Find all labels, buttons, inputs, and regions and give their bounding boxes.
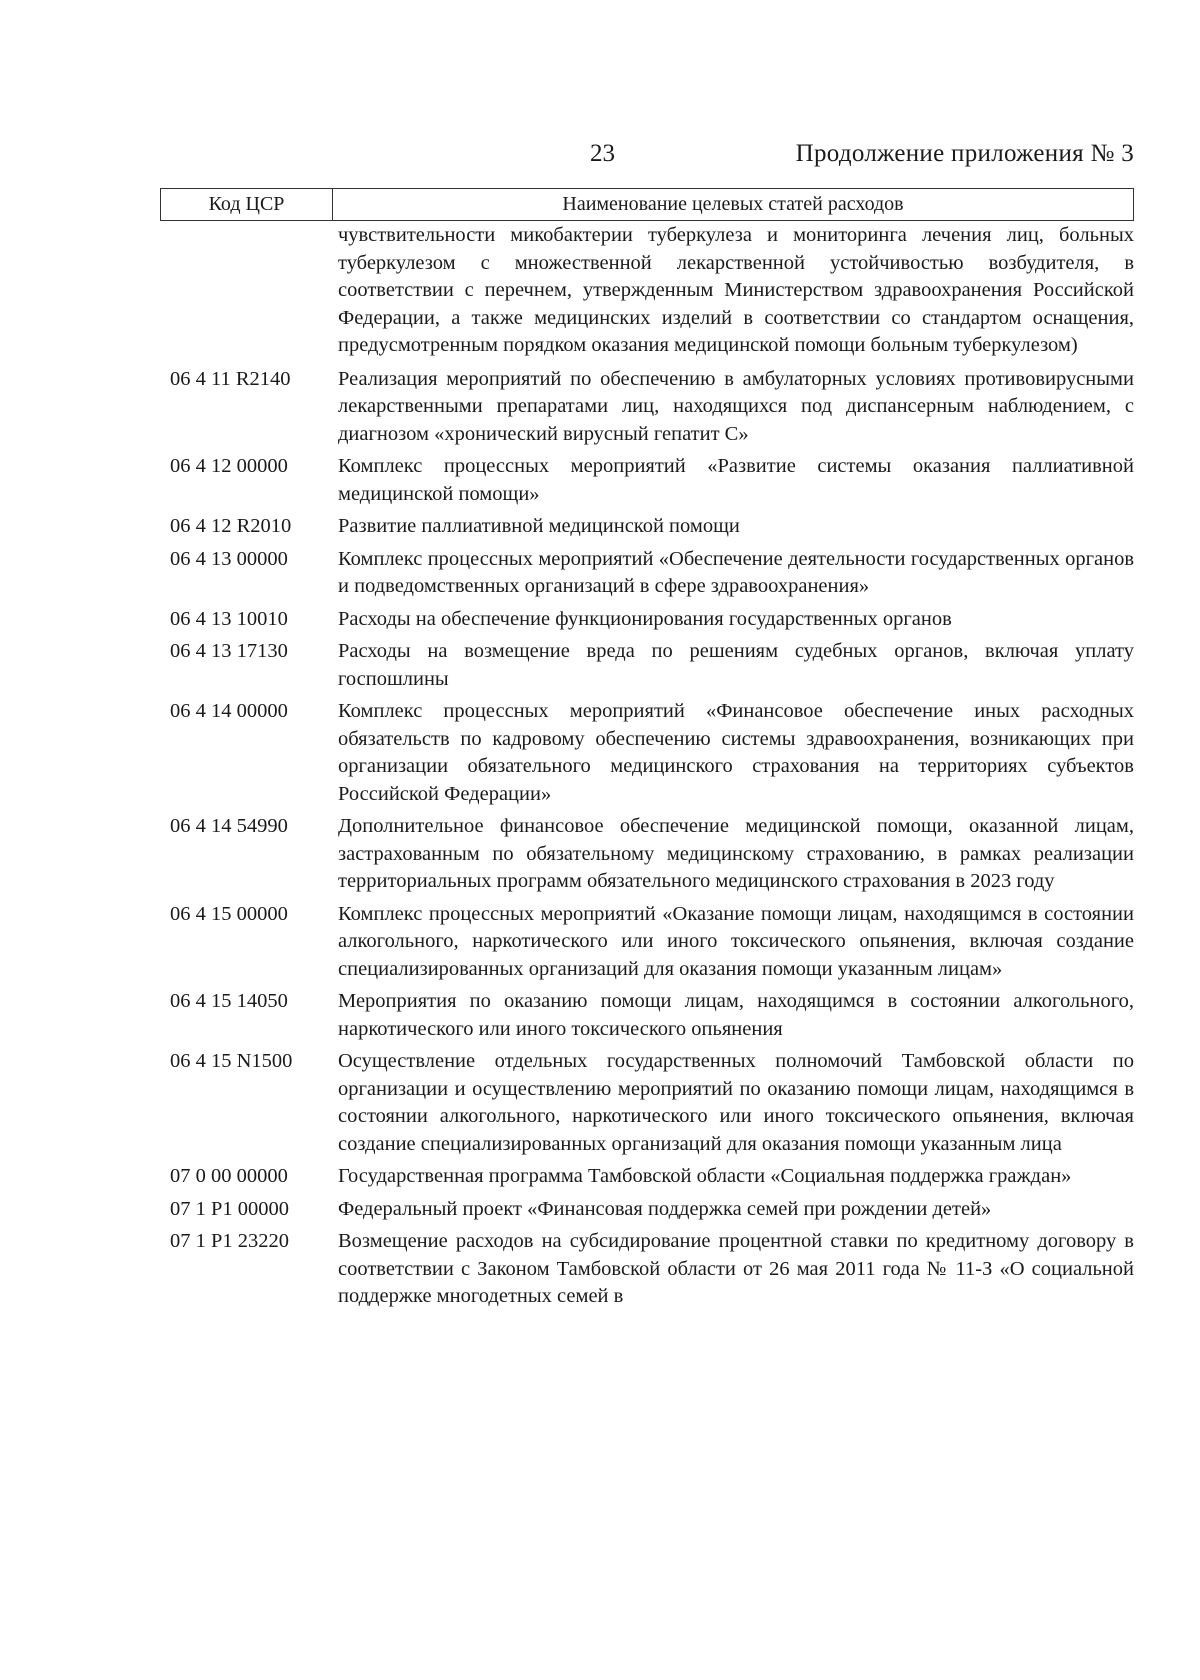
row-code: 06 4 13 00000	[170, 547, 288, 570]
table-row	[170, 1228, 1134, 1311]
page-number: 23	[590, 140, 615, 167]
table-row	[170, 988, 1134, 1043]
row-code: 07 1 P1 00000	[170, 1197, 290, 1220]
row-text: Расходы на обеспечение функционирования государственных органов	[338, 607, 952, 630]
row-code: 06 4 12 00000	[170, 455, 288, 477]
header-name: Наименование целевых статей расходов	[562, 193, 904, 215]
table-row	[170, 1048, 1134, 1158]
row-text: Государственная программа Тамбовской области «Социальная поддержка граждан»	[338, 1165, 1072, 1187]
row-text: чувствительности микобактерии туберкулеза и мониторинга лечения лиц, больных туберкулезом с множественной лекарственной устойчивостью возбудителя, в соответствии с перечнем, утвержденным Министерством здравоохранения Российской Федерации, а также медицинских изделий в соответствии со стандартом оснащения, предусмотренным порядком оказания медицинской помощи больным туберкулезом)	[338, 224, 1134, 356]
table-row	[170, 546, 1134, 601]
row-code: 06 4 15 14050	[170, 990, 288, 1012]
header-code: Код ЦСР	[161, 189, 333, 220]
table-row	[170, 1196, 1134, 1224]
row-code: 06 4 14 00000	[170, 700, 288, 722]
row-code: 07 0 00 00000	[170, 1165, 288, 1187]
row-text: Комплекс процессных мероприятий «Финансовое обеспечение иных расходных обязательств по кадровому обеспечению системы здравоохранения, возникающих при организации обязательного медицинского страхования на территориях субъектов Российской Федерации»	[338, 700, 1134, 805]
continuation-label: Продолжение приложения № 3	[795, 140, 1134, 167]
row-code: 06 4 15 00000	[170, 902, 288, 925]
table-header	[160, 188, 1134, 221]
table-row	[170, 222, 1134, 360]
row-code: 06 4 12 R2010	[170, 515, 292, 537]
expense-table-body	[170, 222, 1134, 1316]
row-text: Федеральный проект «Финансовая поддержка семей при рождении детей»	[338, 1197, 992, 1220]
row-text: Комплекс процессных мероприятий «Обеспечение деятельности государственных органов и подведомственных организаций в сфере здравоохранения»	[338, 547, 1134, 597]
row-text: Мероприятия по оказанию помощи лицам, находящимся в состоянии алкогольного, наркотического или иного токсического опьянения	[338, 990, 1134, 1040]
row-text: Развитие паллиативной медицинской помощи	[338, 515, 740, 537]
table-row	[170, 901, 1134, 984]
row-text: Дополнительное финансовое обеспечение медицинской помощи, оказанной лицам, застрахованным по обязательному медицинскому страхованию, в рамках реализации территориальных программ обязательного медицинского страхования в 2023 году	[338, 815, 1134, 892]
row-text: Комплекс процессных мероприятий «Развитие системы оказания паллиативной медицинской помощи»	[338, 455, 1134, 505]
table-row	[170, 606, 1134, 634]
row-code: 06 4 14 54990	[170, 815, 288, 837]
row-code: 06 4 15 N1500	[170, 1050, 293, 1072]
table-row	[170, 366, 1134, 449]
row-code: 07 1 P1 23220	[170, 1230, 290, 1252]
row-text: Реализация мероприятий по обеспечению в амбулаторных условиях противовирусными лекарственными препаратами лиц, находящихся под диспансерным наблюдением, с диагнозом «хронический вирусный гепатит С»	[338, 367, 1134, 445]
row-code: 06 4 13 10010	[170, 607, 288, 630]
row-text: Осуществление отдельных государственных полномочий Тамбовской области по организации и осуществлению мероприятий по оказанию помощи лицам, находящимся в состоянии алкогольного, наркотического или иного токсического опьянения, включая создание специализированных организаций для оказания помощи указанным лица	[338, 1050, 1134, 1155]
table-row	[170, 698, 1134, 808]
row-code	[170, 222, 338, 360]
row-code: 06 4 13 17130	[170, 640, 288, 662]
row-text: Комплекс процессных мероприятий «Оказание помощи лицам, находящимся в состоянии алкогольного, наркотического или иного токсического опьянения, включая создание специализированных организаций для оказания помощи указанным лицам»	[338, 902, 1134, 980]
row-text: Расходы на возмещение вреда по решениям судебных органов, включая уплату госпошлины	[338, 640, 1134, 690]
table-row	[170, 513, 1134, 541]
table-row	[170, 1163, 1134, 1191]
table-row	[170, 638, 1134, 693]
table-row	[170, 813, 1134, 896]
row-code: 06 4 11 R2140	[170, 367, 291, 390]
table-row	[170, 453, 1134, 508]
row-text: Возмещение расходов на субсидирование процентной ставки по кредитному договору в соответствии с Законом Тамбовской области от 26 мая 2011 года № 11-З «О социальной поддержке многодетных семей в	[338, 1230, 1134, 1307]
